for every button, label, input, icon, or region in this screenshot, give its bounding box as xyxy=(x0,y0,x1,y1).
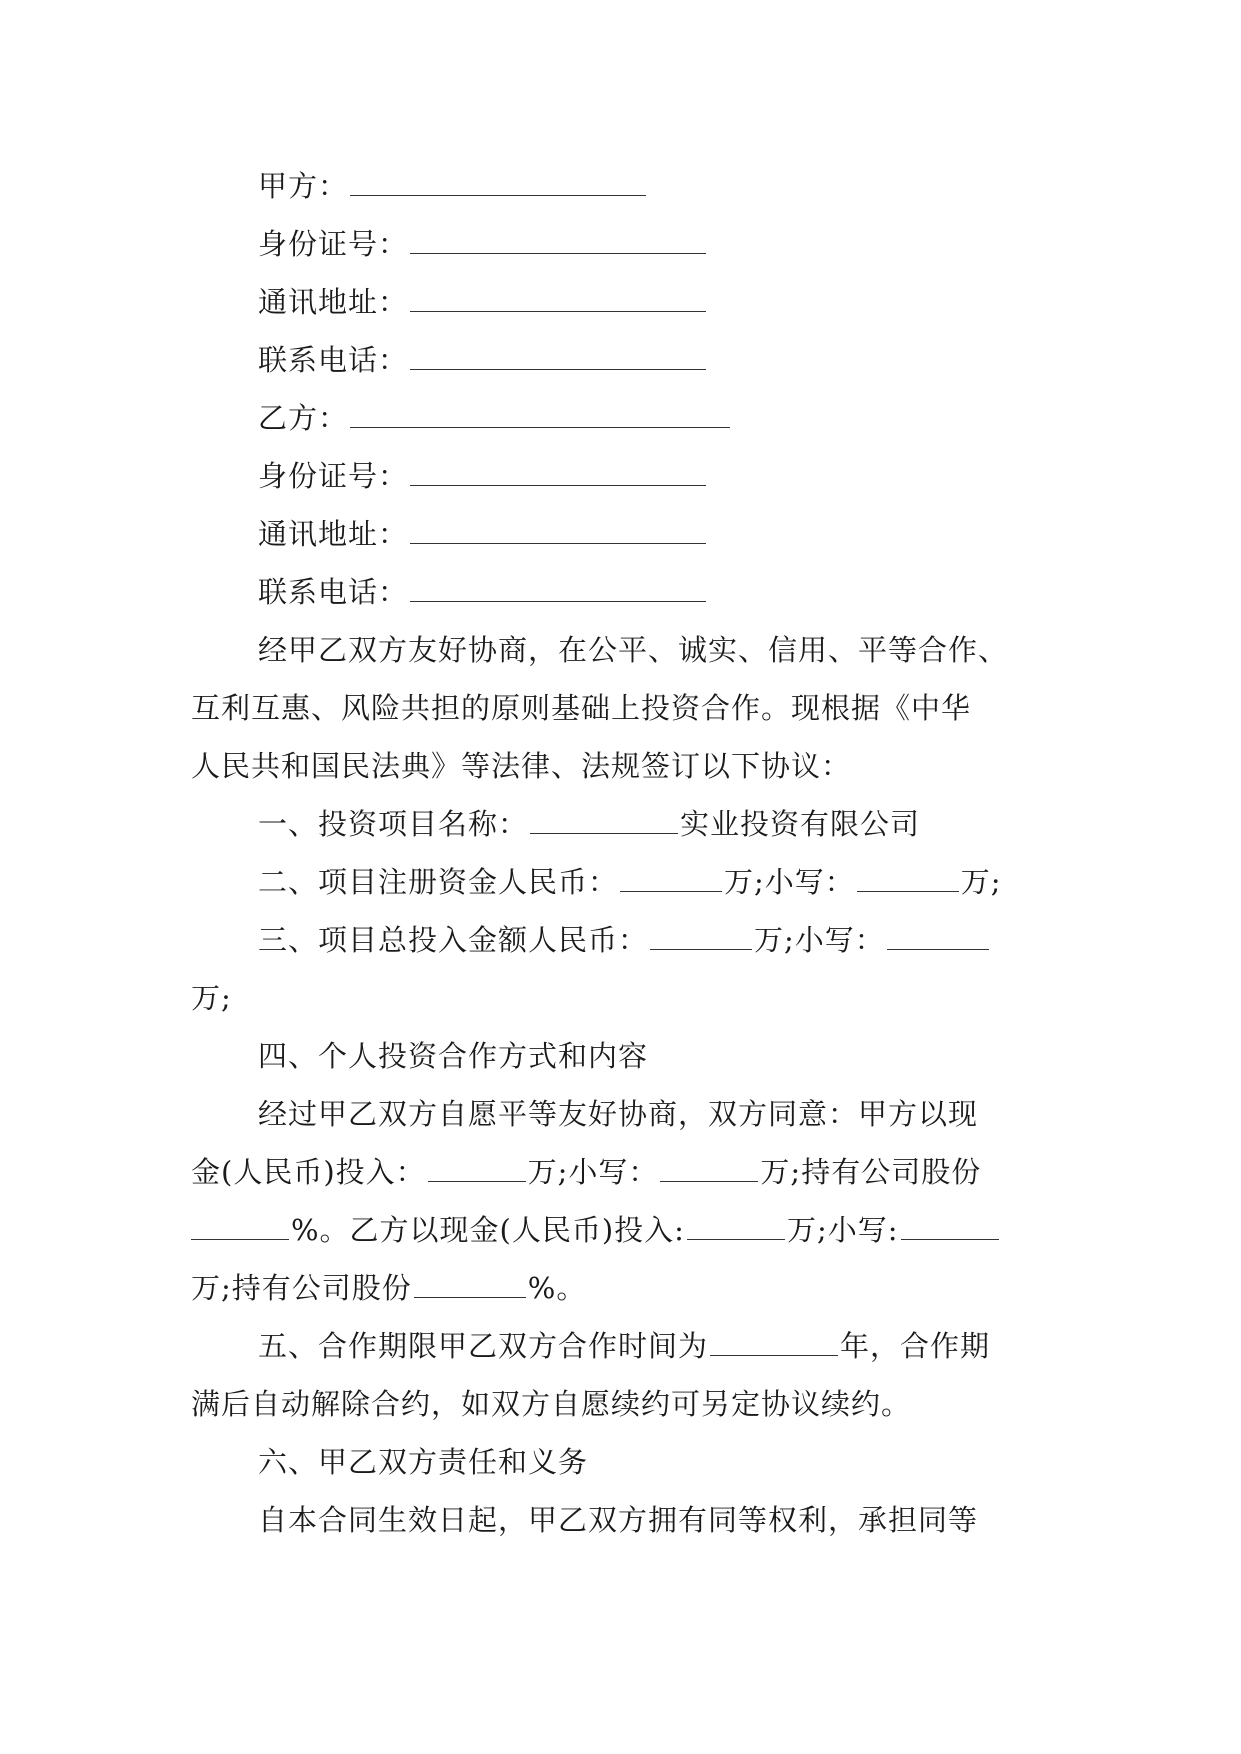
clause-4-line-3 xyxy=(0,1201,1241,1259)
clause-1-suffix: 实业投资有限公司 xyxy=(680,807,921,841)
clause-4-line-1: 经过甲乙双方自愿平等友好协商，双方同意：甲方以现 xyxy=(258,1097,979,1131)
cooperation-years-blank[interactable] xyxy=(710,1325,838,1356)
total-investment-blank[interactable] xyxy=(650,919,752,950)
clause-4-line-2-c: 万;持有公司股份 xyxy=(760,1155,982,1189)
party-a-cash-blank[interactable] xyxy=(428,1151,526,1182)
clause-4-line-4-a: 万;持有公司股份 xyxy=(191,1271,412,1305)
registered-capital-lower-blank[interactable] xyxy=(857,861,959,892)
clause-4-line-4-b: %。 xyxy=(527,1271,587,1305)
party-b-address-blank[interactable] xyxy=(410,513,706,544)
clause-5-line-2: 满后自动解除合约，如双方自愿续约可另定协议续约。 xyxy=(191,1387,912,1421)
party-a-address-label: 通讯地址： xyxy=(258,285,409,319)
clause-4-line-2-b: 万;小写： xyxy=(527,1155,659,1189)
intro-line-1: 经甲乙双方友好协商，在公平、诚实、信用、平等合作、 xyxy=(258,633,1009,667)
party-a-cash-lower-blank[interactable] xyxy=(660,1151,758,1182)
clause-4-line-4 xyxy=(0,1259,1241,1317)
party-a-blank[interactable] xyxy=(350,165,646,196)
clause-5-line-1-a: 五、合作期限甲乙双方合作时间为 xyxy=(258,1329,709,1363)
party-b-phone-label: 联系电话： xyxy=(258,575,409,609)
project-name-blank[interactable] xyxy=(530,803,678,834)
party-a-line xyxy=(0,157,1241,215)
party-b-phone-blank[interactable] xyxy=(410,571,706,602)
party-b-cash-blank[interactable] xyxy=(687,1209,785,1240)
party-b-label: 乙方： xyxy=(258,401,349,435)
clause-4-line-3-b: 万;小写: xyxy=(786,1213,899,1247)
clause-1-line xyxy=(0,795,1241,853)
party-b-phone-line xyxy=(0,563,1241,621)
party-a-address-line xyxy=(0,273,1241,331)
party-b-address-line xyxy=(0,505,1241,563)
clause-5-line-1-b: 年，合作期 xyxy=(840,1329,991,1363)
clause-2-end: 万; xyxy=(960,865,1002,899)
party-a-phone-line xyxy=(0,331,1241,389)
clause-1-prefix: 一、投资项目名称： xyxy=(258,807,529,841)
clause-3-line xyxy=(0,911,1241,969)
intro-line-2: 互利互惠、风险共担的原则基础上投资合作。现根据《中华 xyxy=(191,691,972,725)
clause-2-mid: 万;小写： xyxy=(724,865,855,899)
party-b-line xyxy=(0,389,1241,447)
clause-6-line-1: 自本合同生效日起，甲乙双方拥有同等权利，承担同等 xyxy=(258,1503,979,1537)
clause-3-prefix: 三、项目总投入金额人民币： xyxy=(258,923,649,957)
party-a-phone-blank[interactable] xyxy=(410,339,706,370)
party-b-cash-lower-blank[interactable] xyxy=(901,1209,999,1240)
party-b-id-line xyxy=(0,447,1241,505)
intro-line-3: 人民共和国民法典》等法律、法规签订以下协议： xyxy=(191,749,852,783)
clause-6-heading: 六、甲乙双方责任和义务 xyxy=(258,1445,589,1479)
party-b-id-blank[interactable] xyxy=(410,455,706,486)
clause-2-prefix: 二、项目注册资金人民币： xyxy=(258,865,619,899)
party-a-address-blank[interactable] xyxy=(410,281,706,312)
clause-2-line xyxy=(0,853,1241,911)
party-a-id-label: 身份证号： xyxy=(258,227,409,261)
registered-capital-blank[interactable] xyxy=(620,861,722,892)
party-b-blank[interactable] xyxy=(350,397,730,428)
party-a-share-blank[interactable] xyxy=(191,1209,289,1240)
total-investment-lower-blank[interactable] xyxy=(887,919,989,950)
party-a-label: 甲方： xyxy=(258,169,349,203)
party-a-id-blank[interactable] xyxy=(410,223,706,254)
clause-3-mid: 万;小写： xyxy=(754,923,885,957)
clause-5-line-1 xyxy=(0,1317,1241,1375)
clause-4-heading: 四、个人投资合作方式和内容 xyxy=(258,1039,649,1073)
party-b-address-label: 通讯地址： xyxy=(258,517,409,551)
party-a-id-line xyxy=(0,215,1241,273)
clause-4-line-2 xyxy=(0,1143,1241,1201)
clause-3-wrap: 万; xyxy=(191,981,232,1015)
clause-4-line-3-a: %。乙方以现金(人民币)投入: xyxy=(291,1213,685,1247)
party-b-share-blank[interactable] xyxy=(414,1267,526,1298)
party-a-phone-label: 联系电话： xyxy=(258,343,409,377)
clause-4-line-2-a: 金(人民币)投入： xyxy=(191,1155,426,1189)
party-b-id-label: 身份证号： xyxy=(258,459,409,493)
